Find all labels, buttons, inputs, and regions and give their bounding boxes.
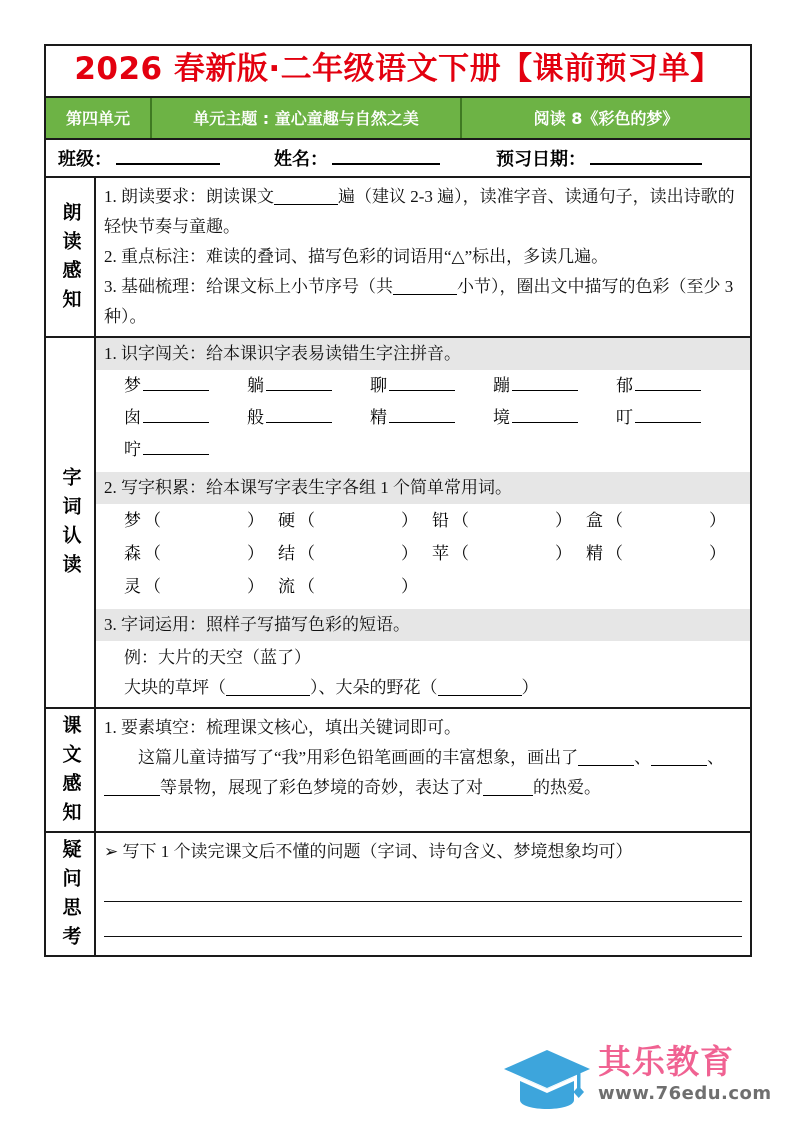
pinyin-cell[interactable] <box>124 370 247 402</box>
vocab-subheading-1: 1. 识字闯关：给本课识字表易读错生字注拼音。 <box>96 338 750 370</box>
paren-close: ） <box>401 510 418 530</box>
class-label: 班级： <box>58 148 112 170</box>
word-cell[interactable] <box>278 570 432 603</box>
section-text-comprehension <box>46 709 750 833</box>
times-blank[interactable] <box>274 204 338 205</box>
pinyin-cell[interactable] <box>247 402 370 434</box>
paren-close: ） <box>401 576 418 596</box>
question-prompt <box>96 837 750 867</box>
pinyin-cell[interactable] <box>493 402 616 434</box>
pinyin-blank[interactable] <box>143 422 209 423</box>
paren-open: （ <box>452 510 469 530</box>
item-tail: 小节），圈出文中描写的色彩（至少 3 种）。 <box>104 276 734 326</box>
phrase-practice <box>96 673 750 707</box>
word-char: 流 <box>278 576 295 596</box>
para-text-d: 等景物，展现了彩色梦境的奇妙，表达了对 <box>160 777 483 797</box>
pinyin-char: 咛 <box>124 439 141 459</box>
word-row-1 <box>96 504 750 537</box>
paren-open: （ <box>606 510 623 530</box>
theme-blank[interactable] <box>483 795 533 796</box>
section-body-vocabulary <box>96 338 750 707</box>
reading-item-3 <box>96 272 750 332</box>
section-label-questions <box>46 833 96 955</box>
word-char: 梦 <box>124 510 141 530</box>
logo-text-block <box>598 1042 772 1106</box>
word-cell[interactable] <box>124 570 278 603</box>
section-body-comprehension <box>96 709 750 831</box>
stanza-count-blank[interactable] <box>393 294 457 295</box>
word-cell[interactable] <box>586 504 740 537</box>
para-text-e: 的热爱。 <box>533 777 601 797</box>
paren-close: ） <box>401 543 418 563</box>
pinyin-cell[interactable] <box>616 370 739 402</box>
word-row-3 <box>96 570 750 603</box>
pinyin-char: 囱 <box>124 407 141 427</box>
reading-item-1 <box>96 182 750 242</box>
practice-text-end: ） <box>521 677 539 697</box>
pinyin-char: 蹦 <box>493 375 510 395</box>
pinyin-char: 梦 <box>124 375 141 395</box>
section-reading-perception <box>46 178 750 338</box>
pinyin-blank[interactable] <box>389 390 455 391</box>
pinyin-cell[interactable] <box>493 370 616 402</box>
unit-theme-cell: 单元主题 : 童心童趣与自然之美 <box>152 98 462 138</box>
practice-text-a: 大块的草坪（ <box>124 677 226 697</box>
name-input-line[interactable] <box>332 163 440 165</box>
section-body-questions <box>96 833 750 955</box>
answer-write-area[interactable] <box>96 867 750 937</box>
paren-open: （ <box>144 576 161 596</box>
pinyin-char: 精 <box>370 407 387 427</box>
pinyin-cell[interactable] <box>247 370 370 402</box>
date-field[interactable] <box>496 145 702 171</box>
word-row-2 <box>96 537 750 570</box>
paren-close: ） <box>555 510 572 530</box>
para-text-a: 这篇儿童诗描写了“我”用彩色铅笔画画的丰富想象，画出了 <box>138 747 579 767</box>
page-title: 2026 春新版·二年级语文下册【课前预习单】 <box>74 51 722 87</box>
paren-open: （ <box>298 543 315 563</box>
date-label: 预习日期： <box>496 148 586 170</box>
class-field[interactable] <box>58 145 220 171</box>
item-number: 3. <box>104 276 117 296</box>
item-number: 1. <box>104 186 117 206</box>
worksheet-table <box>44 44 752 957</box>
phrase-blank-1[interactable] <box>226 695 310 696</box>
pinyin-blank[interactable] <box>389 422 455 423</box>
practice-text-mid: ）、大朵的野花（ <box>310 677 438 697</box>
pinyin-blank[interactable] <box>512 390 578 391</box>
paren-close: ） <box>247 543 264 563</box>
word-cell[interactable] <box>124 537 278 570</box>
word-cell[interactable] <box>124 504 278 537</box>
answer-line[interactable] <box>104 867 742 902</box>
pinyin-char: 躺 <box>247 375 264 395</box>
paren-open: （ <box>298 510 315 530</box>
vocab-subheading-3: 3. 字词运用：照样子写描写色彩的短语。 <box>96 609 750 641</box>
section-vocabulary <box>46 338 750 709</box>
student-info-row <box>46 140 750 178</box>
item-heading: 基础梳理：给课文标上小节序号（共 <box>121 276 393 296</box>
section-label-text: 朗读感知 <box>59 201 82 318</box>
name-label: 姓名： <box>274 148 328 170</box>
paren-close: ） <box>247 510 264 530</box>
section-label-vocabulary <box>46 338 96 707</box>
pinyin-blank[interactable] <box>635 422 701 423</box>
word-char: 结 <box>278 543 295 563</box>
comprehension-heading: 1. 要素填空：梳理课文核心，填出关键词即可。 <box>104 717 461 737</box>
word-cell[interactable] <box>278 504 432 537</box>
pinyin-cell[interactable] <box>616 402 739 434</box>
word-char: 森 <box>124 543 141 563</box>
word-char: 铅 <box>432 510 449 530</box>
lesson-title-cell: 阅读 8《彩色的梦》 <box>533 109 679 129</box>
phrase-example: 例：大片的天空（蓝了） <box>124 647 311 667</box>
pinyin-char: 境 <box>493 407 510 427</box>
logo-brand-name: 其乐教育 <box>598 1042 734 1081</box>
answer-line[interactable] <box>104 902 742 937</box>
word-cell[interactable] <box>432 537 586 570</box>
pinyin-row-2 <box>96 402 750 434</box>
paren-open: （ <box>144 510 161 530</box>
pinyin-blank[interactable] <box>143 454 209 455</box>
item-number: 2. <box>104 246 117 266</box>
pinyin-cell[interactable] <box>124 434 247 466</box>
pinyin-char: 般 <box>247 407 264 427</box>
pinyin-blank[interactable] <box>143 390 209 391</box>
site-logo <box>502 1042 772 1116</box>
unit-header-bar <box>46 98 750 140</box>
pinyin-cell[interactable] <box>370 370 493 402</box>
comprehension-paragraph <box>96 743 750 803</box>
arrow-bullet-icon: ➢ <box>104 841 119 861</box>
unit-number-cell: 第四单元 <box>46 98 152 138</box>
pinyin-cell[interactable] <box>370 402 493 434</box>
word-cell[interactable] <box>278 537 432 570</box>
pinyin-blank[interactable] <box>512 422 578 423</box>
word-cell[interactable] <box>586 537 740 570</box>
pinyin-blank[interactable] <box>266 422 332 423</box>
pinyin-char: 聊 <box>370 375 387 395</box>
word-char: 硬 <box>278 510 295 530</box>
item-text: 重点标注：难读的叠词、描写色彩的词语用“△”标出，多读几遍。 <box>121 246 609 266</box>
paren-open: （ <box>606 543 623 563</box>
item-heading: 朗读要求：朗读课文 <box>121 186 274 206</box>
word-cell[interactable] <box>432 504 586 537</box>
pinyin-char: 叮 <box>616 407 633 427</box>
name-field[interactable] <box>274 145 440 171</box>
section-label-text: 字词认读 <box>59 467 82 584</box>
logo-website-url: www.76edu.com <box>598 1083 772 1104</box>
word-char: 精 <box>586 543 603 563</box>
para-text-c: 、 <box>707 747 725 767</box>
paren-open: （ <box>452 543 469 563</box>
scene-blank-2[interactable] <box>651 765 707 766</box>
pinyin-row-3 <box>96 434 750 466</box>
reading-item-2 <box>96 242 750 272</box>
word-char: 盒 <box>586 510 603 530</box>
paren-close: ） <box>247 576 264 596</box>
paren-open: （ <box>144 543 161 563</box>
section-label-comprehension <box>46 709 96 831</box>
pinyin-blank[interactable] <box>635 390 701 391</box>
scene-blank-1[interactable] <box>578 765 634 766</box>
para-text-b: 、 <box>634 747 652 767</box>
word-char: 苹 <box>432 543 449 563</box>
section-label-reading <box>46 178 96 336</box>
paren-open: （ <box>298 576 315 596</box>
section-label-text: 课文感知 <box>59 714 82 831</box>
paren-close: ） <box>709 543 726 563</box>
pinyin-cell[interactable] <box>124 402 247 434</box>
question-prompt-text: 写下 1 个读完课文后不懂的问题（字词、诗句含义、梦境想象均可） <box>122 841 633 861</box>
graduation-cap-icon <box>502 1048 592 1110</box>
section-body-reading <box>96 178 750 336</box>
word-char: 灵 <box>124 576 141 596</box>
item-tail: 遍（建议 2-3 遍），读准字音、读通句子，读出诗歌的轻快节奏与童趣。 <box>104 186 735 236</box>
paren-close: ） <box>709 510 726 530</box>
pinyin-row-1 <box>96 370 750 402</box>
paren-close: ） <box>555 543 572 563</box>
pinyin-char: 郁 <box>616 375 633 395</box>
section-questions <box>46 833 750 955</box>
vocab-subheading-2: 2. 写字积累：给本课写字表生字各组 1 个简单常用词。 <box>96 472 750 504</box>
date-input-line[interactable] <box>590 163 702 165</box>
worksheet-title-row <box>46 46 750 98</box>
class-input-line[interactable] <box>116 163 220 165</box>
scene-blank-3[interactable] <box>104 795 160 796</box>
section-label-text: 疑问思考 <box>59 838 82 955</box>
pinyin-blank[interactable] <box>266 390 332 391</box>
phrase-blank-2[interactable] <box>438 695 522 696</box>
